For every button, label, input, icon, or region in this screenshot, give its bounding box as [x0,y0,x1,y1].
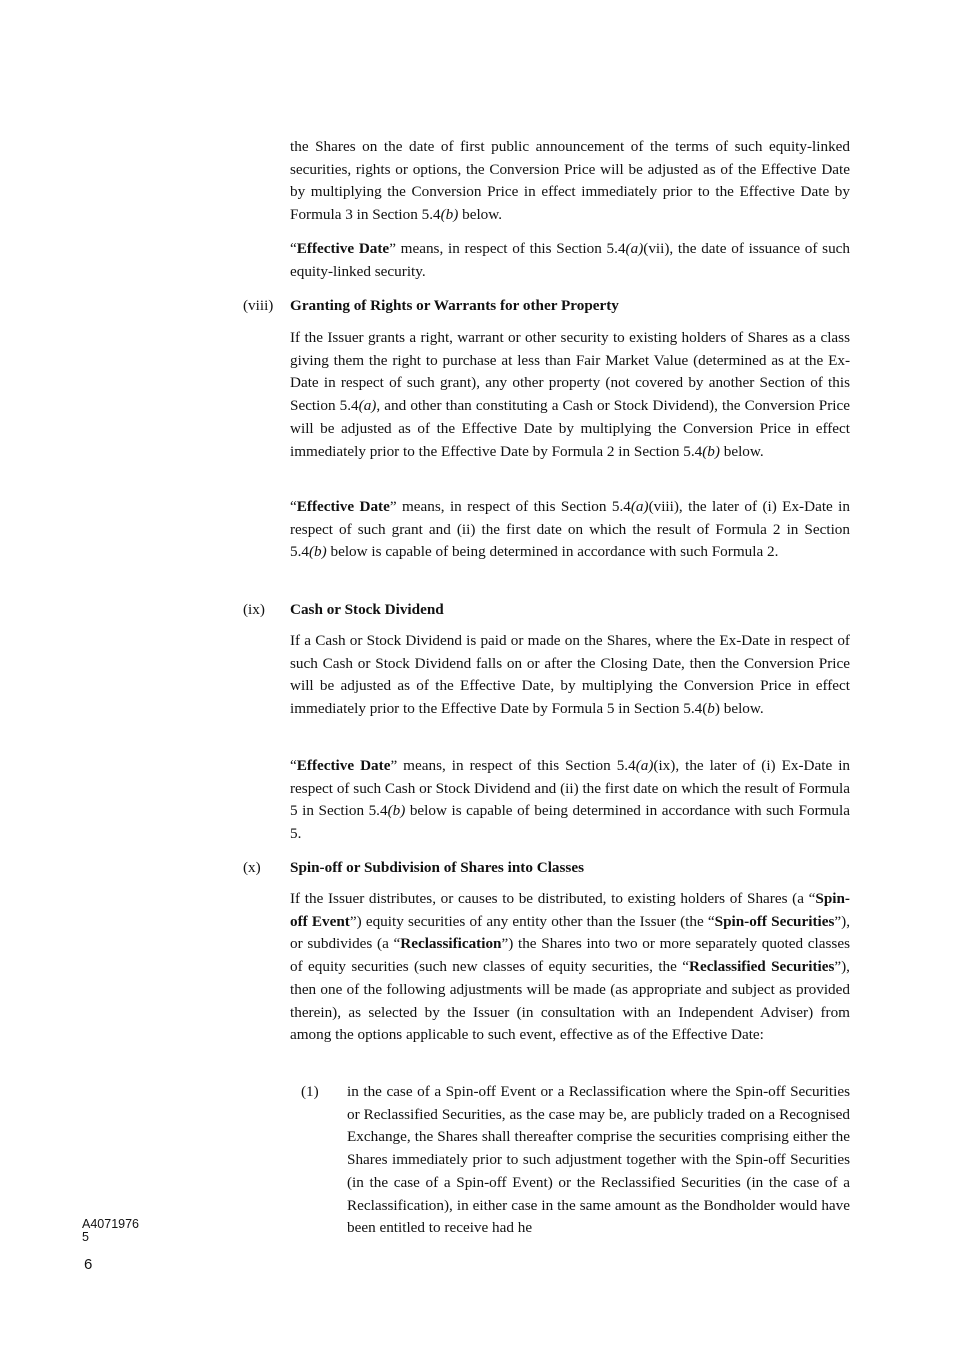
paragraph-vii-effective-date: “Effective Date” means, in respect of this Section 5.4(a)(vii), the date of issuance of such equity-linked security. [290,240,850,280]
section-number-ix: (ix) [243,601,265,618]
section-heading-viii: Granting of Rights or Warrants for other Property [290,297,619,314]
paragraph-ix-effective-date: “Effective Date” means, in respect of this Section 5.4(a)(ix), the later of (i) Ex-Date in respect of such Cash or Stock Dividend and (ii) the first date on which the result of Formula 5 in Section 5.4(b) below is capable of being determined in accordance with such Formula 5. [290,757,851,843]
document-id-suffix: 5 [82,1230,89,1244]
section-heading-ix: Cash or Stock Dividend [290,601,444,618]
subitem-number-1: (1) [301,1083,319,1100]
paragraph-viii-body: If the Issuer grants a right, warrant or other security to existing holders of Shares as a class giving them the right to purchase at less than Fair Market Value (determined as at the Ex-Date in respect of such grant), any other property (not covered by another Section of this Section 5.4(a), and other than constituting a Cash or Stock Dividend), the Conversion Price will be adjusted as of the Effective Date by multiplying the Conversion Price in effect immediately prior to the Effective Date by Formula 2 in Section 5.4(b) below. [290,329,850,460]
page-number: 6 [84,1256,93,1273]
paragraph-vii-continuation: the Shares on the date of first public announcement of the terms of such equity-linked securities, rights or options, the Conversion Price will be adjusted as of the Effective Date by multiplying the Conversion Price in effect immediately prior to the Effective Date by Formula 3 in Section 5.4(b) below. [290,138,850,224]
subitem-text-1: in the case of a Spin-off Event or a Reclassification where the Spin-off Securities or Reclassified Securities, as the case may be, are publicly traded on a Recognised Exchange, the Shares shall thereafter comprise the securities comprising either the Shares immediately prior to such adjustment together with the Spin-off Securities (in the case of a Spin-off Event) or the Reclassified Securities (in the case of a Reclassification), in either case in the same amount as the Bondholder would have been entitled to receive had he [347,1083,850,1237]
section-heading-x: Spin-off or Subdivision of Shares into Classes [290,859,584,876]
section-number-x: (x) [243,859,261,876]
document-id: A4071976 [82,1217,140,1231]
paragraph-x-body: If the Issuer distributes, or causes to be distributed, to existing holders of Shares (a “Spin-off Event”) equity securities of any entity other than the Issuer (the “Spin-off Securities”), or subdivides (a “Reclassification”) the Shares into two or more separately quoted classes of equity securities (such new classes of equity securities, the “Reclassified Securities”), then one of the following adjustments will be made (as appropriate and subject as provided therein), as selected by the Issuer (in consultation with an Independent Adviser) from among the options applicable to such event, effective as of the Effective Date: [290,890,851,1044]
section-number-viii: (viii) [243,297,274,314]
paragraph-viii-effective-date: “Effective Date” means, in respect of this Section 5.4(a)(viii), the later of (i) Ex-Date in respect of such grant and (ii) the first date on which the result of Formula 2 in Section 5.4(b) below is capable of being determined in accordance with such Formula 2. [290,498,850,561]
paragraph-ix-body: If a Cash or Stock Dividend is paid or made on the Shares, where the Ex-Date in respect of such Cash or Stock Dividend falls on or after the Closing Date, then the Conversion Price will be adjusted as of the Effective Date, by multiplying the Conversion Price in effect immediately prior to the Effective Date by Formula 5 in Section 5.4(b) below. [290,632,850,718]
